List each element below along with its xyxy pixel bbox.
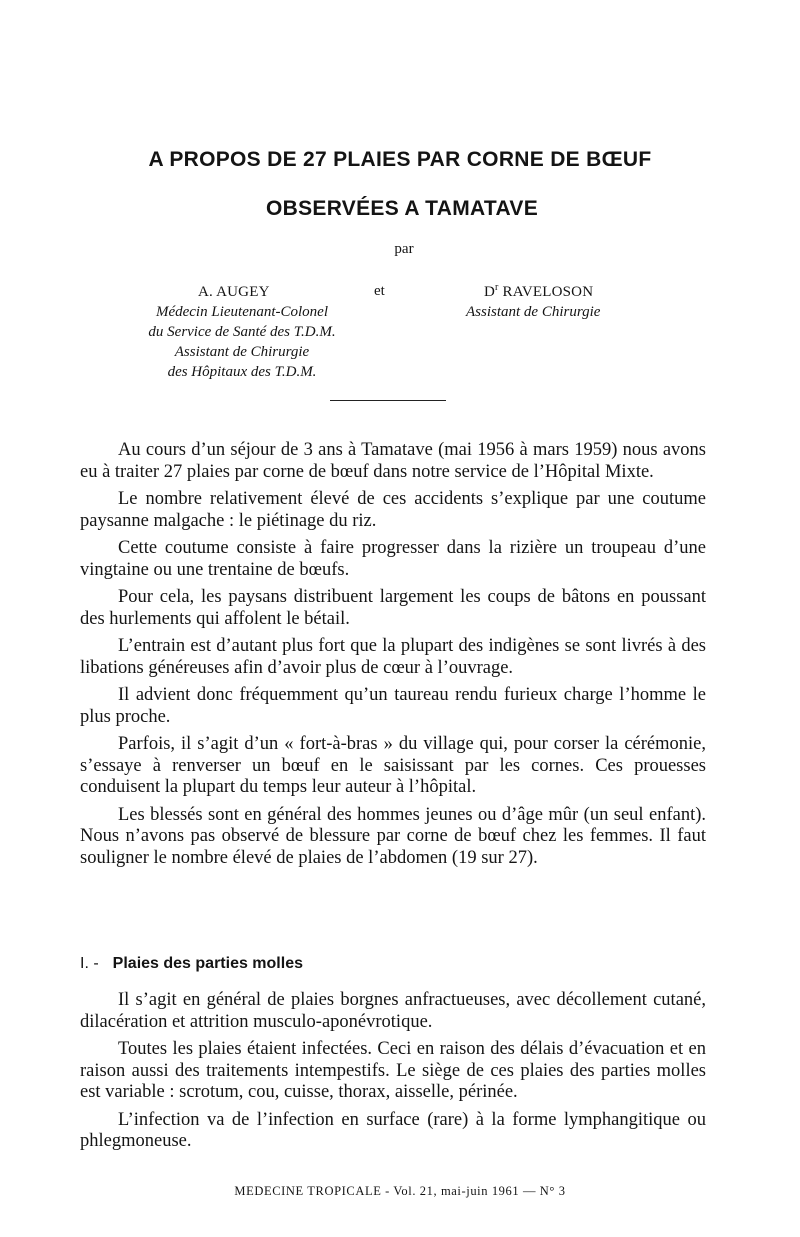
author-affiliation-line: Assistant de Chirurgie xyxy=(466,304,601,320)
intro-text xyxy=(80,440,706,875)
paragraph: Pour cela, les paysans distribuent largement les coups de bâtons en poussant des hurlements qui affolent le bétail. xyxy=(80,587,706,629)
paragraph: Au cours d’un séjour de 3 ans à Tamatave (mai 1956 à mars 1959) nous avons eu à traiter 27 plaies par corne de bœuf dans notre service de l’Hôpital Mixte. xyxy=(80,440,706,482)
author-surname: RAVELOSON xyxy=(502,284,594,300)
byline-conjunction: et xyxy=(374,283,385,299)
author-affiliation-line: des Hôpitaux des T.D.M. xyxy=(167,364,317,380)
paragraph: Les blessés sont en général des hommes jeunes ou d’âge mûr (un seul enfant). Nous n’avons pas observé de blessure par corne de bœuf chez les femmes. Il faut souligner le nombre élevé de plaies de l’abdomen (19 sur 27). xyxy=(80,804,706,868)
author-augey xyxy=(112,283,372,381)
section-title: Plaies des parties molles xyxy=(112,955,303,972)
author-affiliation-line: du Service de Santé des T.D.M. xyxy=(148,324,336,340)
author-name: A. AUGEY xyxy=(198,284,270,300)
section-heading xyxy=(80,955,303,973)
paragraph: Il advient donc fréquemment qu’un taureau rendu furieux charge l’homme le plus proche. xyxy=(80,685,706,727)
paragraph: Toutes les plaies étaient infectées. Ceci en raison des délais d’évacuation et en raison aussi des traitements intempestifs. Le siège de ces plaies des parties molles est variable : scrotum, cou, cuisse, thorax, aisselle, périnée. xyxy=(80,1039,706,1102)
author-title-prefix: D xyxy=(484,284,496,300)
article-title-line1: A PROPOS DE 27 PLAIES PAR CORNE DE BŒUF xyxy=(148,148,652,171)
author-affiliation-line: Assistant de Chirurgie xyxy=(174,344,310,360)
paragraph: L’entrain est d’autant plus fort que la plupart des indigènes se sont livrés à des libations généreuses afin d’avoir plus de cœur à l’ouvrage. xyxy=(80,636,706,678)
byline-par: par xyxy=(394,241,414,257)
author-affiliation-line: Médecin Lieutenant-Colonel xyxy=(155,304,329,320)
paragraph: L’infection va de l’infection en surface (rare) à la forme lymphangitique ou phlegmoneuse. xyxy=(80,1109,706,1151)
paragraph: Parfois, il s’agit d’un « fort-à-bras » du village qui, pour corser la cérémonie, s’essaye à renverser un bœuf en le saisissant par les cornes. Ces prouesses conduisent la plupart du temps leur auteur à l’hôpital. xyxy=(80,734,706,797)
author-name xyxy=(456,283,656,301)
author-raveloson xyxy=(456,283,656,321)
section-number: I. - xyxy=(80,955,99,972)
paragraph: Cette coutume consiste à faire progresser dans la rizière un troupeau d’une vingtaine ou une trentaine de bœufs. xyxy=(80,538,706,580)
section-text xyxy=(80,990,706,1159)
author-title-sup: r xyxy=(495,282,499,293)
paragraph: Il s’agit en général de plaies borgnes anfractueuses, avec décollement cutané, dilacération et attrition musculo-aponévrotique. xyxy=(80,990,706,1032)
journal-footer: MEDECINE TROPICALE - Vol. 21, mai-juin 1961 — N° 3 xyxy=(234,1184,566,1198)
article-title-line2: OBSERVÉES A TAMATAVE xyxy=(265,197,539,220)
paragraph: Le nombre relativement élevé de ces accidents s’explique par une coutume paysanne malgache : le piétinage du riz. xyxy=(80,489,706,531)
title-separator-rule xyxy=(330,400,446,401)
